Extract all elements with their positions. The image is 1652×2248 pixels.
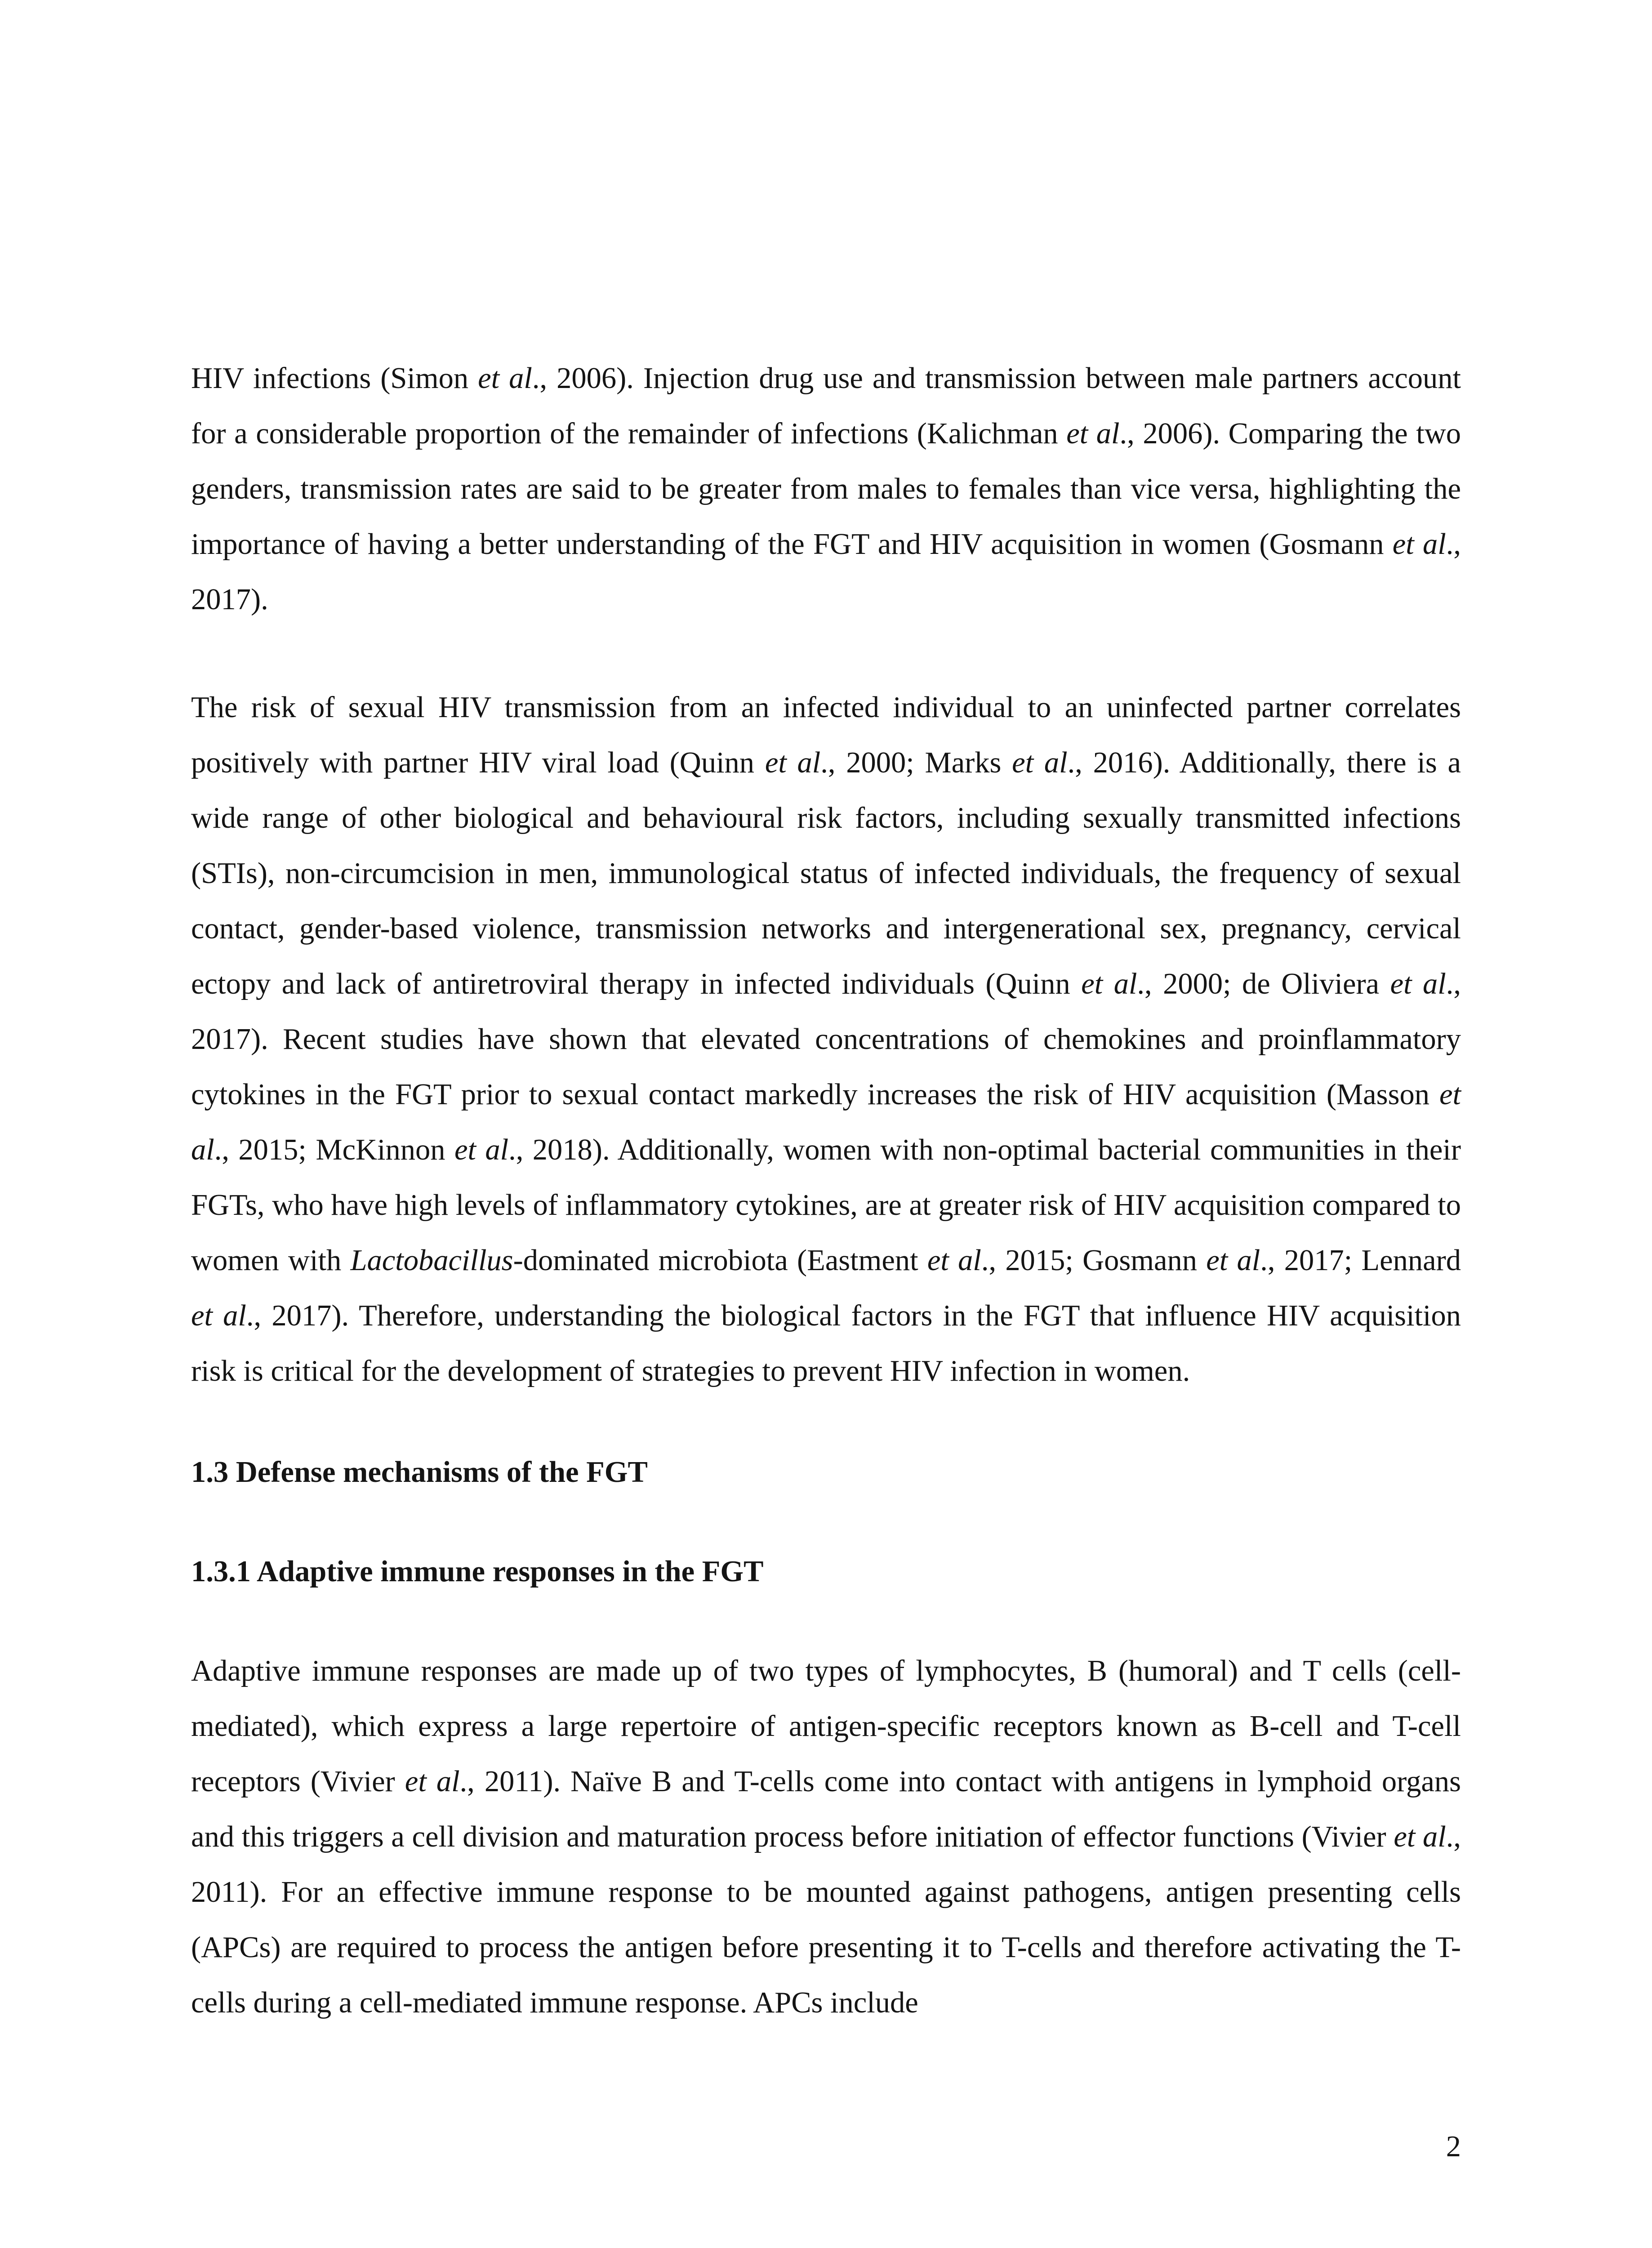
text-segment: Adaptive immune responses are made up of two types of lymphocytes, B (humoral) and T cells (cell-mediated), which express a large repertoire of antigen-specific receptors known as B-cell and T-cell receptors (Vivier <box>191 1655 1461 1798</box>
italic-text-segment: et al <box>191 1078 1461 1166</box>
text-segment: HIV infections (Simon <box>191 362 478 395</box>
italic-text-segment: et al <box>1066 417 1120 450</box>
text-segment: ., 2017). Recent studies have shown that elevated concentrations of chemokines and proinflammatory cytokines in the FGT prior to sexual contact markedly increases the risk of HIV acquisition (Masson <box>191 968 1461 1111</box>
page-number: 2 <box>1446 2130 1461 2163</box>
text-segment: ., 2017; Lennard <box>1260 1244 1461 1277</box>
italic-text-segment: et al <box>405 1765 460 1798</box>
paragraph-hiv-infections <box>191 351 1461 627</box>
text-segment: ., 2011). For an effective immune response to be mounted against pathogens, antigen presenting cells (APCs) are required to process the antigen before presenting it to T-cells and therefore activating the T-cells during a cell-mediated immune response. APCs include <box>191 1820 1461 2019</box>
italic-text-segment: et al <box>1390 968 1446 1000</box>
text-segment: ., 2011). Naïve B and T-cells come into contact with antigens in lymphoid organs and this triggers a cell division and maturation process before initiation of effector functions (Vivier <box>191 1765 1461 1853</box>
paragraph-adaptive-immune <box>191 1643 1461 2030</box>
section-heading: 1.3 Defense mechanisms of the FGT <box>191 1456 648 1489</box>
text-segment: The risk of sexual HIV transmission from an infected individual to an uninfected partner correlates positively with partner HIV viral load (Quinn <box>191 691 1461 779</box>
text-segment: ., 2017). <box>191 528 1461 616</box>
text-segment: ., 2015; Gosmann <box>981 1244 1207 1277</box>
text-segment: -dominated microbiota (Eastment <box>513 1244 927 1277</box>
text-segment: ., 2015; McKinnon <box>214 1133 454 1166</box>
subsection-heading: 1.3.1 Adaptive immune responses in the FGT <box>191 1555 764 1588</box>
page-body <box>191 351 1461 2030</box>
text-segment: ., 2017). Therefore, understanding the biological factors in the FGT that influence HIV acquisition risk is critical for the development of strategies to prevent HIV infection in women. <box>191 1299 1461 1387</box>
italic-text-segment: et al <box>454 1133 509 1166</box>
italic-text-segment: et al <box>927 1244 981 1277</box>
italic-text-segment: et al <box>1012 746 1068 779</box>
text-segment: ., 2016). Additionally, there is a wide range of other biological and behavioural risk factors, including sexually transmitted infections (STIs), non-circumcision in men, immunological status of infected individuals, the frequency of sexual contact, gender-based violence, transmission networks and intergenerational sex, pregnancy, cervical ectopy and lack of antiretroviral therapy in infected individuals (Quinn <box>191 746 1461 1000</box>
text-segment: ., 2006). Injection drug use and transmission between male partners account for a considerable proportion of the remainder of infections (Kalichman <box>191 362 1461 450</box>
text-segment: ., 2000; Marks <box>820 746 1012 779</box>
italic-text-segment: et al <box>765 746 821 779</box>
italic-text-segment: et al <box>1394 1820 1446 1853</box>
italic-text-segment: et al <box>191 1299 246 1332</box>
italic-text-segment: et al <box>478 362 532 395</box>
italic-text-segment: et al <box>1392 528 1446 561</box>
text-segment: ., 2006). Comparing the two genders, transmission rates are said to be greater from males to females than vice versa, highlighting the importance of having a better understanding of the FGT and HIV acquisition in women (Gosmann <box>191 417 1461 561</box>
text-segment: ., 2018). Additionally, women with non-optimal bacterial communities in their FGTs, who have high levels of inflammatory cytokines, are at greater risk of HIV acquisition compared to women with <box>191 1133 1461 1277</box>
italic-text-segment: et al <box>1081 968 1137 1000</box>
text-segment: ., 2000; de Oliviera <box>1137 968 1390 1000</box>
italic-text-segment: Lactobacillus <box>350 1244 513 1277</box>
paragraph-transmission-risk <box>191 680 1461 1399</box>
italic-text-segment: et al <box>1206 1244 1260 1277</box>
